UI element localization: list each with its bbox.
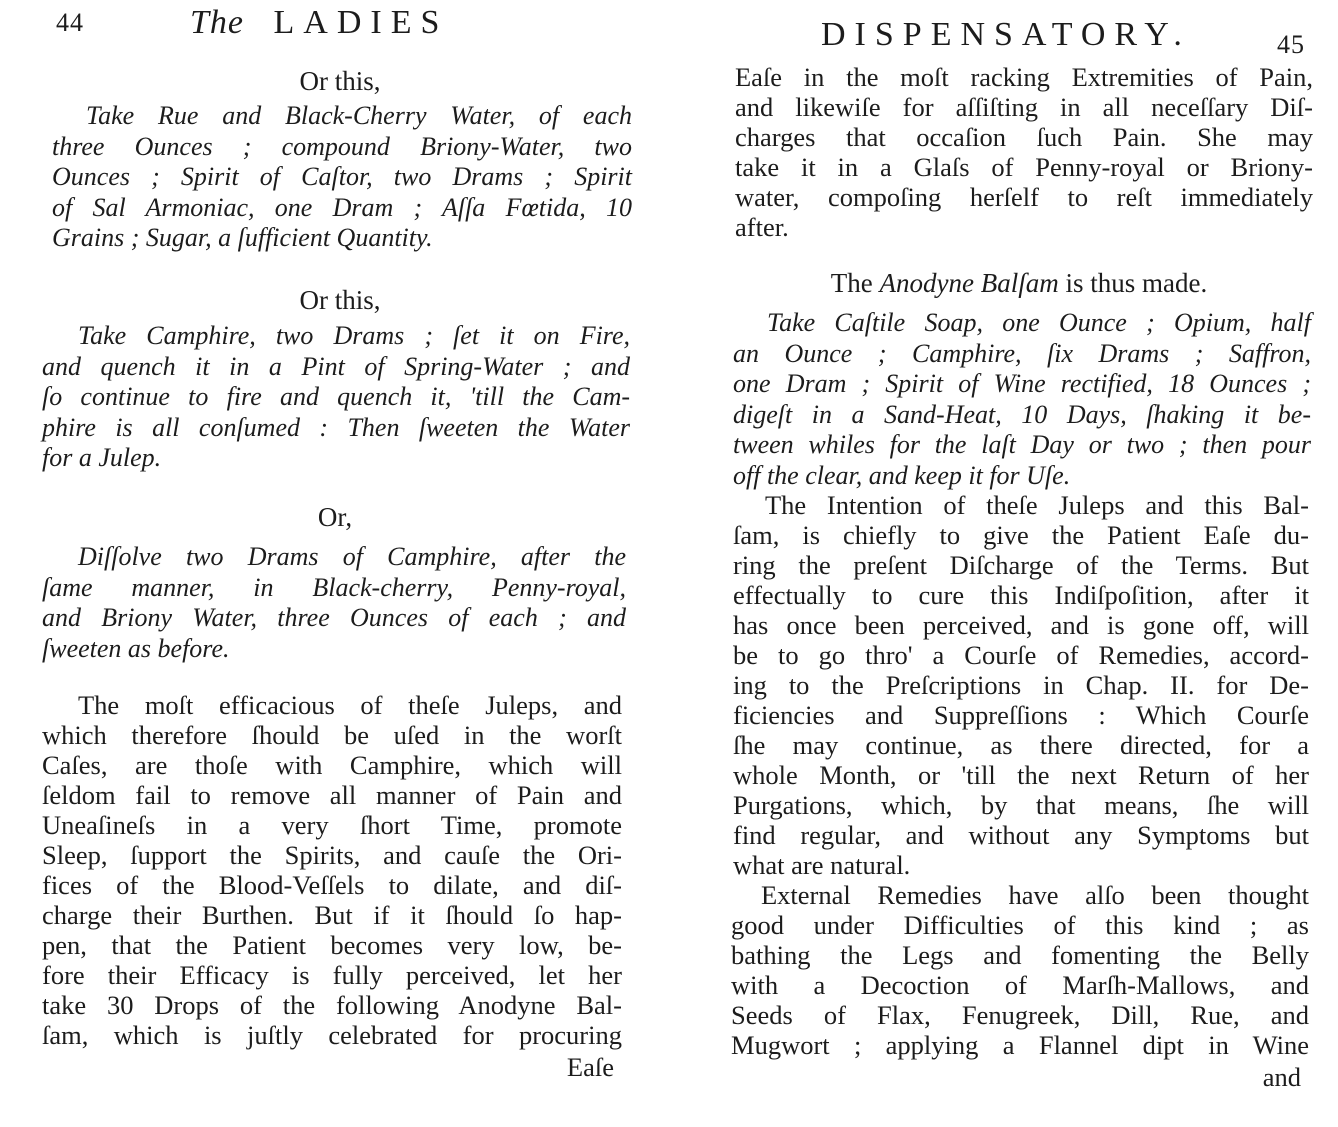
section-heading: Or this, — [299, 285, 381, 315]
text-line: off the clear, and keep it for Uſe. — [733, 460, 1071, 490]
text-line: ſam, is chiefly to give the Patient Eaſe du- — [733, 520, 1309, 550]
text-line: charge their Burthen. But if it ſhould ſo hap- — [42, 900, 622, 930]
running-header: DISPENSATORY. — [821, 16, 1191, 53]
text-line: good under Difficulties of this kind ; as — [731, 910, 1309, 940]
text-line: Seeds of Flax, Fenugreek, Dill, Rue, and — [731, 1000, 1309, 1030]
text-line: ing to the Preſcriptions in Chap. II. for De- — [733, 670, 1309, 700]
text-line: and quench it in a Pint of Spring-Water ; and — [42, 351, 630, 381]
text-line: ring the preſent Diſcharge of the Terms. But — [733, 550, 1309, 580]
text-line: phire is all conſumed : Then ſweeten the Water — [42, 412, 630, 442]
body-paragraph — [731, 880, 1309, 1060]
page-number: 45 — [1277, 30, 1305, 59]
heading-text: The — [830, 268, 880, 298]
recipe-paragraph — [52, 101, 632, 254]
text-line: The moſt efficacious of theſe Juleps, and — [78, 690, 622, 720]
text-line: water, compoſing herſelf to reſt immediately — [735, 182, 1313, 212]
text-line: charges that occaſion ſuch Pain. She may — [735, 122, 1313, 152]
text-line: External Remedies have alſo been thought — [761, 880, 1309, 910]
text-line: Caſes, are thoſe with Camphire, which will — [42, 750, 622, 780]
text-line: be to go thro' a Courſe of Remedies, accord- — [733, 640, 1309, 670]
text-line: The Intention of theſe Juleps and this Bal- — [765, 490, 1309, 520]
recipe-paragraph — [42, 542, 626, 664]
text-line: Grains ; Sugar, a ſufficient Quantity. — [52, 223, 433, 252]
catchword: Eaſe — [566, 1052, 614, 1082]
text-line: ſam, which is juſtly celebrated for procuring — [42, 1020, 622, 1050]
section-heading: Or this, — [299, 66, 381, 96]
text-line: Sleep, ſupport the Spirits, and cauſe the Ori- — [42, 840, 622, 870]
text-line: what are natural. — [733, 850, 911, 880]
section-heading: Or, — [317, 502, 353, 532]
text-line: Take Caſtile Soap, one Ounce ; Opium, half — [767, 308, 1311, 337]
heading-text: is thus made. — [1058, 268, 1208, 298]
text-line: and likewiſe for aſſiſting in all neceſſary Diſ- — [735, 92, 1313, 122]
text-line: for a Julep. — [42, 443, 162, 472]
text-line: three Ounces ; compound Briony-Water, two — [52, 131, 632, 161]
text-line: take 30 Drops of the following Anodyne Bal- — [42, 990, 622, 1020]
body-paragraph — [42, 690, 622, 1050]
text-line: Diſſolve two Drams of Camphire, after the — [78, 542, 626, 571]
body-paragraph — [733, 490, 1309, 880]
body-paragraph — [735, 62, 1313, 242]
page-number: 44 — [56, 8, 84, 37]
text-line: Uneaſineſs in a very ſhort Time, promote — [42, 810, 622, 840]
text-line: find regular, and without any Symptoms but — [733, 820, 1309, 850]
text-line: ficiencies and Suppreſſions : Which Courſe — [733, 700, 1309, 730]
text-line: an Ounce ; Camphire, ſix Drams ; Saffron, — [733, 338, 1311, 368]
text-line: after. — [735, 212, 789, 242]
text-line: Mugwort ; applying a Flannel dipt in Wine — [731, 1030, 1309, 1060]
header-italic: The — [190, 4, 244, 41]
text-line: with a Decoction of Marſh-Mallows, and — [731, 970, 1309, 1000]
text-line: whole Month, or 'till the next Return of her — [733, 760, 1309, 790]
text-line: take it in a Glaſs of Penny-royal or Briony- — [735, 152, 1313, 182]
text-line: ſweeten as before. — [42, 633, 230, 663]
text-line: has once been perceived, and is gone off, will — [733, 610, 1309, 640]
text-line: fices of the Blood-Veſſels to dilate, and diſ- — [42, 870, 622, 900]
text-line: of Sal Armoniac, one Dram ; Aſſa Fœtida, 10 — [52, 192, 632, 222]
recipe-paragraph — [42, 321, 630, 474]
text-line: and Briony Water, three Ounces of each ; and — [42, 603, 626, 632]
text-line: ſhe may continue, as there directed, for a — [733, 730, 1309, 760]
text-line: Take Camphire, two Drams ; ſet it on Fire, — [78, 321, 630, 350]
text-line: Take Rue and Black-Cherry Water, of each — [86, 101, 632, 130]
text-line: ſeldom fail to remove all manner of Pain and — [42, 780, 622, 810]
section-heading — [729, 268, 1309, 299]
text-line: bathing the Legs and fomenting the Belly — [731, 940, 1309, 970]
text-line: Eaſe in the moſt racking Extremities of Pain, — [735, 62, 1313, 92]
header-caps: LADIES — [273, 4, 449, 41]
text-line: one Dram ; Spirit of Wine rectified, 18 Ounces ; — [733, 369, 1311, 398]
text-line: which therefore ſhould be uſed in the worſt — [42, 720, 622, 750]
text-line: digeſt in a Sand-Heat, 10 Days, ſhaking it be- — [733, 399, 1311, 429]
text-line: ſame manner, in Black-cherry, Penny-royal, — [42, 572, 626, 602]
catchword: and — [1262, 1062, 1301, 1092]
text-line: pen, that the Patient becomes very low, be- — [42, 930, 622, 960]
text-line: Ounces ; Spirit of Caſtor, two Drams ; Spirit — [52, 162, 632, 191]
running-header — [190, 4, 448, 42]
text-line: tween whiles for the laſt Day or two ; then pour — [733, 430, 1311, 459]
text-line: effectually to cure this Indiſpoſition, after it — [733, 580, 1309, 610]
right-page — [669, 0, 1338, 1127]
text-line: fore their Efficacy is fully perceived, let her — [42, 960, 622, 990]
text-line: Purgations, which, by that means, ſhe will — [733, 790, 1309, 820]
heading-italic: Anodyne Balſam — [879, 268, 1059, 298]
text-line: ſo continue to fire and quench it, 'till the Cam- — [42, 382, 630, 411]
recipe-paragraph — [733, 308, 1311, 491]
